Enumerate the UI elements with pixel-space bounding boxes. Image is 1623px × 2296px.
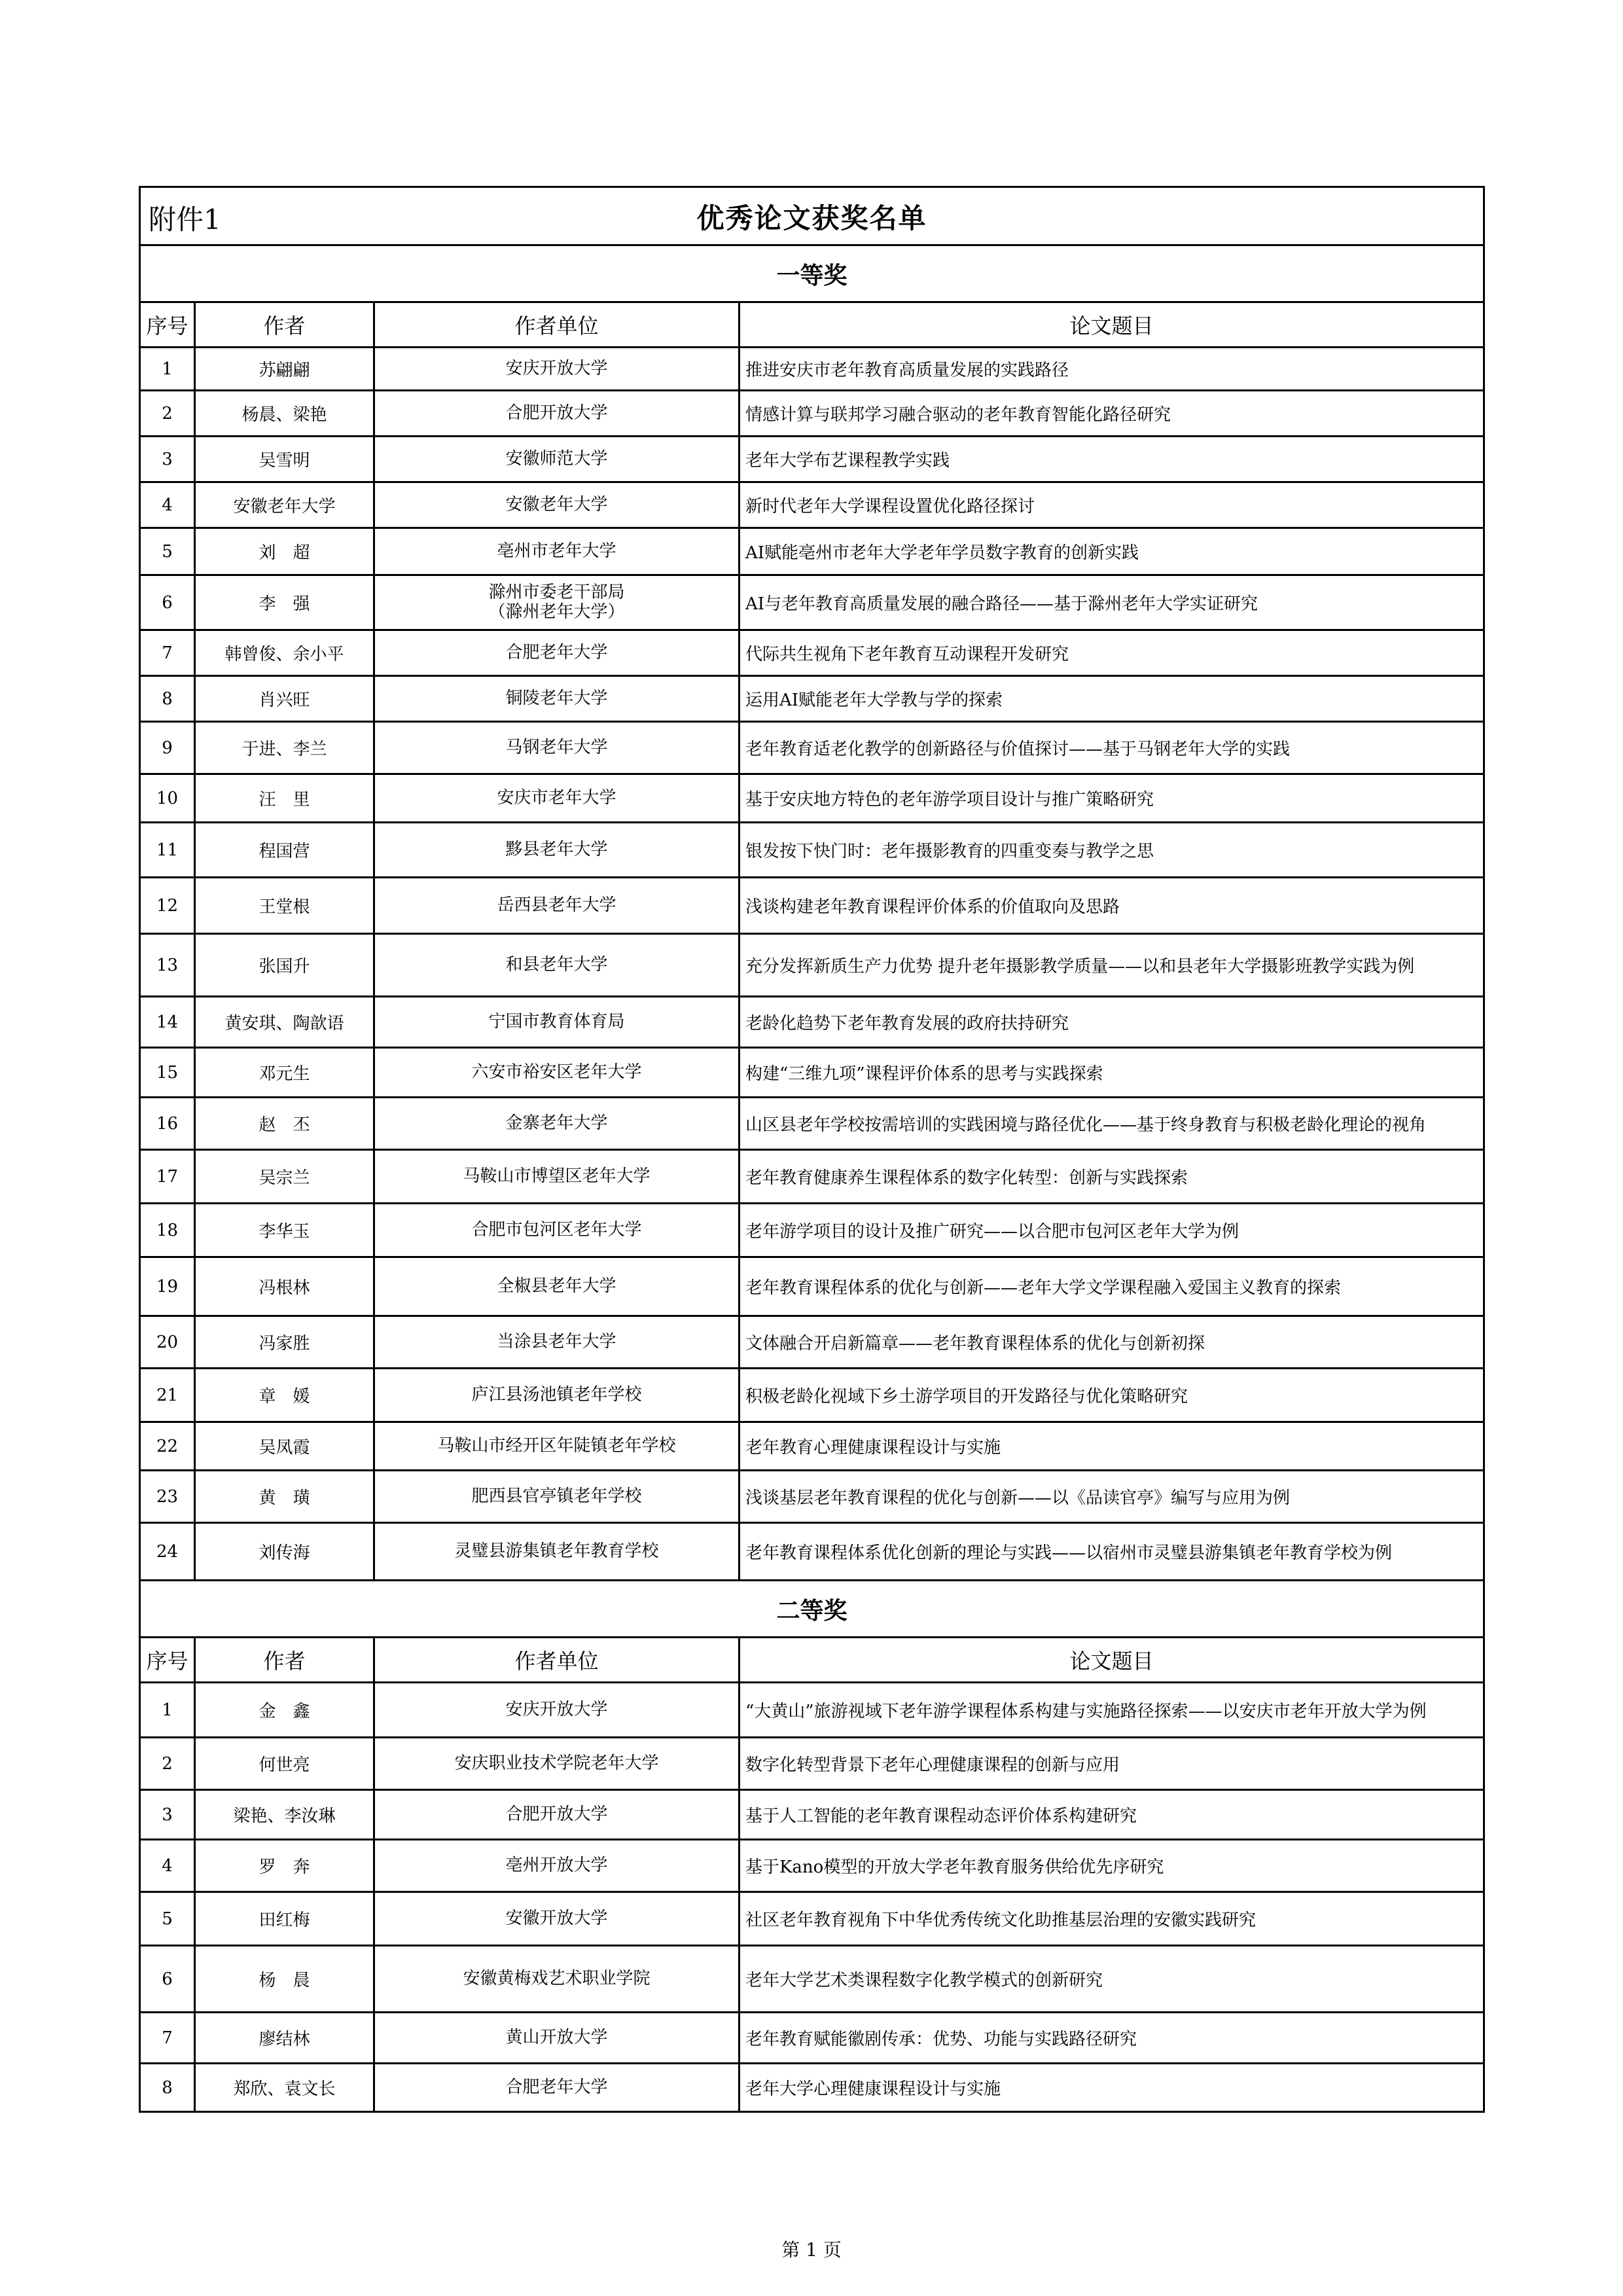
cell-topic: 基于人工智能的老年教育课程动态评价体系构建研究: [740, 1790, 1484, 1840]
cell-author: 郑欣、袁文长: [195, 2064, 374, 2112]
cell-author: 肖兴旺: [195, 676, 374, 722]
cell-seq: 1: [140, 1683, 195, 1738]
cell-seq: 13: [140, 934, 195, 997]
cell-seq: 2: [140, 1738, 195, 1790]
cell-topic: “大黄山”旅游视域下老年游学课程体系构建与实施路径探索——以安庆市老年开放大学为例: [740, 1683, 1484, 1738]
cell-topic: 老年大学心理健康课程设计与实施: [740, 2064, 1484, 2112]
cell-topic: AI与老年教育高质量发展的融合路径——基于滁州老年大学实证研究: [740, 575, 1484, 630]
column-header-topic: 论文题目: [740, 1638, 1484, 1683]
cell-seq: 3: [140, 437, 195, 482]
cell-topic: 数字化转型背景下老年心理健康课程的创新与应用: [740, 1738, 1484, 1790]
document-header-row: [140, 187, 1484, 245]
column-header-unit: 作者单位: [374, 1638, 740, 1683]
cell-topic: 老年教育心理健康课程设计与实施: [740, 1422, 1484, 1471]
award-list-table: [139, 186, 1485, 2113]
cell-author: 冯根林: [195, 1257, 374, 1316]
cell-topic: 浅谈基层老年教育课程的优化与创新——以《品读官亭》编写与应用为例: [740, 1471, 1484, 1523]
cell-seq: 15: [140, 1048, 195, 1098]
cell-seq: 6: [140, 1946, 195, 2013]
cell-author: 汪 里: [195, 774, 374, 823]
document-title: 优秀论文获奖名单: [696, 202, 927, 234]
table-row: [140, 1471, 1484, 1523]
cell-seq: 11: [140, 823, 195, 878]
cell-topic: 老龄化趋势下老年教育发展的政府扶持研究: [740, 997, 1484, 1048]
cell-seq: 4: [140, 482, 195, 528]
table-row: [140, 997, 1484, 1048]
cell-seq: 7: [140, 2013, 195, 2064]
cell-unit: 安庆开放大学: [374, 348, 740, 391]
cell-author: 李 强: [195, 575, 374, 630]
cell-author: 安徽老年大学: [195, 482, 374, 528]
column-header-topic: 论文题目: [740, 302, 1484, 348]
table-row: [140, 1683, 1484, 1738]
cell-author: 章 媛: [195, 1369, 374, 1422]
cell-topic: 山区县老年学校按需培训的实践困境与路径优化——基于终身教育与积极老龄化理论的视角: [740, 1098, 1484, 1150]
cell-topic: 老年教育适老化教学的创新路径与价值探讨——基于马钢老年大学的实践: [740, 722, 1484, 774]
table-row: [140, 630, 1484, 676]
cell-author: 张国升: [195, 934, 374, 997]
cell-topic: 老年教育健康养生课程体系的数字化转型：创新与实践探索: [740, 1150, 1484, 1204]
cell-seq: 10: [140, 774, 195, 823]
cell-seq: 19: [140, 1257, 195, 1316]
cell-seq: 17: [140, 1150, 195, 1204]
table-row: [140, 1204, 1484, 1257]
cell-author: 罗 奔: [195, 1840, 374, 1892]
cell-author: 程国营: [195, 823, 374, 878]
cell-unit: 岳西县老年大学: [374, 878, 740, 934]
table-row: [140, 878, 1484, 934]
table-row: [140, 1048, 1484, 1098]
cell-author: 杨 晨: [195, 1946, 374, 2013]
section-title: 二等奖: [140, 1581, 1484, 1638]
cell-unit: 马鞍山市博望区老年大学: [374, 1150, 740, 1204]
section-title-row: [140, 1581, 1484, 1638]
cell-unit: 合肥市包河区老年大学: [374, 1204, 740, 1257]
cell-author: 邓元生: [195, 1048, 374, 1098]
cell-topic: 文体融合开启新篇章——老年教育课程体系的优化与创新初探: [740, 1316, 1484, 1369]
column-header-seq: 序号: [140, 302, 195, 348]
cell-unit: 亳州开放大学: [374, 1840, 740, 1892]
cell-author: 刘传海: [195, 1523, 374, 1581]
cell-topic: 老年大学布艺课程教学实践: [740, 437, 1484, 482]
cell-topic: 基于Kano模型的开放大学老年教育服务供给优先序研究: [740, 1840, 1484, 1892]
table-row: [140, 2013, 1484, 2064]
cell-topic: 浅谈构建老年教育课程评价体系的价值取向及思路: [740, 878, 1484, 934]
cell-seq: 2: [140, 391, 195, 437]
table-row: [140, 528, 1484, 575]
cell-topic: 基于安庆地方特色的老年游学项目设计与推广策略研究: [740, 774, 1484, 823]
cell-author: 黄安琪、陶歆语: [195, 997, 374, 1048]
cell-unit: 合肥开放大学: [374, 391, 740, 437]
cell-topic: 构建“三维九项”课程评价体系的思考与实践探索: [740, 1048, 1484, 1098]
cell-seq: 8: [140, 2064, 195, 2112]
page-number: 第 1 页: [781, 2239, 842, 2261]
cell-unit: 黄山开放大学: [374, 2013, 740, 2064]
cell-author: 田红梅: [195, 1892, 374, 1946]
cell-author: 苏翩翩: [195, 348, 374, 391]
cell-unit: 合肥老年大学: [374, 630, 740, 676]
cell-unit: 马钢老年大学: [374, 722, 740, 774]
cell-unit: 合肥开放大学: [374, 1790, 740, 1840]
cell-seq: 24: [140, 1523, 195, 1581]
cell-topic: 运用AI赋能老年大学教与学的探索: [740, 676, 1484, 722]
column-header-author: 作者: [195, 1638, 374, 1683]
section-title-row: [140, 245, 1484, 302]
cell-unit: 安庆市老年大学: [374, 774, 740, 823]
cell-unit: 亳州市老年大学: [374, 528, 740, 575]
table-row: [140, 934, 1484, 997]
table-row: [140, 774, 1484, 823]
table-row: [140, 1257, 1484, 1316]
cell-author: 韩曾俊、余小平: [195, 630, 374, 676]
attachment-label: 附件1: [149, 204, 221, 236]
cell-unit: 安庆开放大学: [374, 1683, 740, 1738]
column-header-row: [140, 302, 1484, 348]
cell-author: 金 鑫: [195, 1683, 374, 1738]
cell-unit: 马鞍山市经开区年陡镇老年学校: [374, 1422, 740, 1471]
cell-topic: 社区老年教育视角下中华优秀传统文化助推基层治理的安徽实践研究: [740, 1892, 1484, 1946]
cell-author: 杨晨、梁艳: [195, 391, 374, 437]
cell-author: 于进、李兰: [195, 722, 374, 774]
cell-seq: 16: [140, 1098, 195, 1150]
column-header-author: 作者: [195, 302, 374, 348]
cell-unit: 安庆职业技术学院老年大学: [374, 1738, 740, 1790]
cell-seq: 5: [140, 528, 195, 575]
table-row: [140, 1422, 1484, 1471]
table-row: [140, 722, 1484, 774]
cell-seq: 7: [140, 630, 195, 676]
cell-topic: 老年教育课程体系的优化与创新——老年大学文学课程融入爱国主义教育的探索: [740, 1257, 1484, 1316]
table-row: [140, 1840, 1484, 1892]
cell-unit: 安徽老年大学: [374, 482, 740, 528]
cell-unit: 安徽师范大学: [374, 437, 740, 482]
cell-topic: 银发按下快门时：老年摄影教育的四重变奏与教学之思: [740, 823, 1484, 878]
cell-unit: 肥西县官亭镇老年学校: [374, 1471, 740, 1523]
cell-seq: 18: [140, 1204, 195, 1257]
cell-unit: 滁州市委老干部局 （滁州老年大学）: [374, 575, 740, 630]
table-row: [140, 1098, 1484, 1150]
cell-author: 刘 超: [195, 528, 374, 575]
cell-seq: 1: [140, 348, 195, 391]
table-row: [140, 437, 1484, 482]
cell-unit: 和县老年大学: [374, 934, 740, 997]
table-row: [140, 1790, 1484, 1840]
cell-author: 吴凤霞: [195, 1422, 374, 1471]
cell-author: 吴宗兰: [195, 1150, 374, 1204]
cell-unit: 黟县老年大学: [374, 823, 740, 878]
cell-unit: 安徽开放大学: [374, 1892, 740, 1946]
cell-author: 梁艳、李汝琳: [195, 1790, 374, 1840]
cell-seq: 23: [140, 1471, 195, 1523]
cell-topic: 新时代老年大学课程设置优化路径探讨: [740, 482, 1484, 528]
cell-seq: 22: [140, 1422, 195, 1471]
cell-seq: 20: [140, 1316, 195, 1369]
cell-topic: 推进安庆市老年教育高质量发展的实践路径: [740, 348, 1484, 391]
document-header: [140, 187, 1484, 245]
cell-author: 吴雪明: [195, 437, 374, 482]
table-row: [140, 2064, 1484, 2112]
table-row: [140, 1316, 1484, 1369]
cell-seq: 21: [140, 1369, 195, 1422]
cell-topic: 代际共生视角下老年教育互动课程开发研究: [740, 630, 1484, 676]
table-row: [140, 1892, 1484, 1946]
cell-topic: 老年教育课程体系优化创新的理论与实践——以宿州市灵璧县游集镇老年教育学校为例: [740, 1523, 1484, 1581]
cell-unit: 全椒县老年大学: [374, 1257, 740, 1316]
cell-seq: 9: [140, 722, 195, 774]
table-row: [140, 1738, 1484, 1790]
cell-seq: 4: [140, 1840, 195, 1892]
cell-author: 李华玉: [195, 1204, 374, 1257]
table-row: [140, 676, 1484, 722]
cell-unit: 铜陵老年大学: [374, 676, 740, 722]
column-header-row: [140, 1638, 1484, 1683]
column-header-seq: 序号: [140, 1638, 195, 1683]
section-title: 一等奖: [140, 245, 1484, 302]
cell-unit: 灵璧县游集镇老年教育学校: [374, 1523, 740, 1581]
cell-author: 何世亮: [195, 1738, 374, 1790]
cell-unit: 六安市裕安区老年大学: [374, 1048, 740, 1098]
table-row: [140, 1150, 1484, 1204]
cell-author: 冯家胜: [195, 1316, 374, 1369]
column-header-unit: 作者单位: [374, 302, 740, 348]
cell-author: 赵 丕: [195, 1098, 374, 1150]
cell-seq: 12: [140, 878, 195, 934]
cell-unit: 金寨老年大学: [374, 1098, 740, 1150]
cell-seq: 8: [140, 676, 195, 722]
cell-topic: AI赋能亳州市老年大学老年学员数字教育的创新实践: [740, 528, 1484, 575]
cell-author: 廖结林: [195, 2013, 374, 2064]
cell-unit: 安徽黄梅戏艺术职业学院: [374, 1946, 740, 2013]
table-row: [140, 575, 1484, 630]
table-row: [140, 1946, 1484, 2013]
table-row: [140, 823, 1484, 878]
table-row: [140, 391, 1484, 437]
table-row: [140, 1523, 1484, 1581]
cell-seq: 5: [140, 1892, 195, 1946]
cell-topic: 老年教育赋能徽剧传承：优势、功能与实践路径研究: [740, 2013, 1484, 2064]
cell-author: 王堂根: [195, 878, 374, 934]
cell-unit: 当涂县老年大学: [374, 1316, 740, 1369]
table-row: [140, 1369, 1484, 1422]
cell-seq: 3: [140, 1790, 195, 1840]
cell-topic: 老年游学项目的设计及推广研究——以合肥市包河区老年大学为例: [740, 1204, 1484, 1257]
cell-unit: 庐江县汤池镇老年学校: [374, 1369, 740, 1422]
cell-topic: 积极老龄化视域下乡土游学项目的开发路径与优化策略研究: [740, 1369, 1484, 1422]
cell-unit: 宁国市教育体育局: [374, 997, 740, 1048]
cell-topic: 情感计算与联邦学习融合驱动的老年教育智能化路径研究: [740, 391, 1484, 437]
table-row: [140, 348, 1484, 391]
cell-topic: 充分发挥新质生产力优势 提升老年摄影教学质量——以和县老年大学摄影班教学实践为例: [740, 934, 1484, 997]
cell-seq: 6: [140, 575, 195, 630]
cell-topic: 老年大学艺术类课程数字化教学模式的创新研究: [740, 1946, 1484, 2013]
table-row: [140, 482, 1484, 528]
cell-unit: 合肥老年大学: [374, 2064, 740, 2112]
cell-author: 黄 璜: [195, 1471, 374, 1523]
cell-seq: 14: [140, 997, 195, 1048]
